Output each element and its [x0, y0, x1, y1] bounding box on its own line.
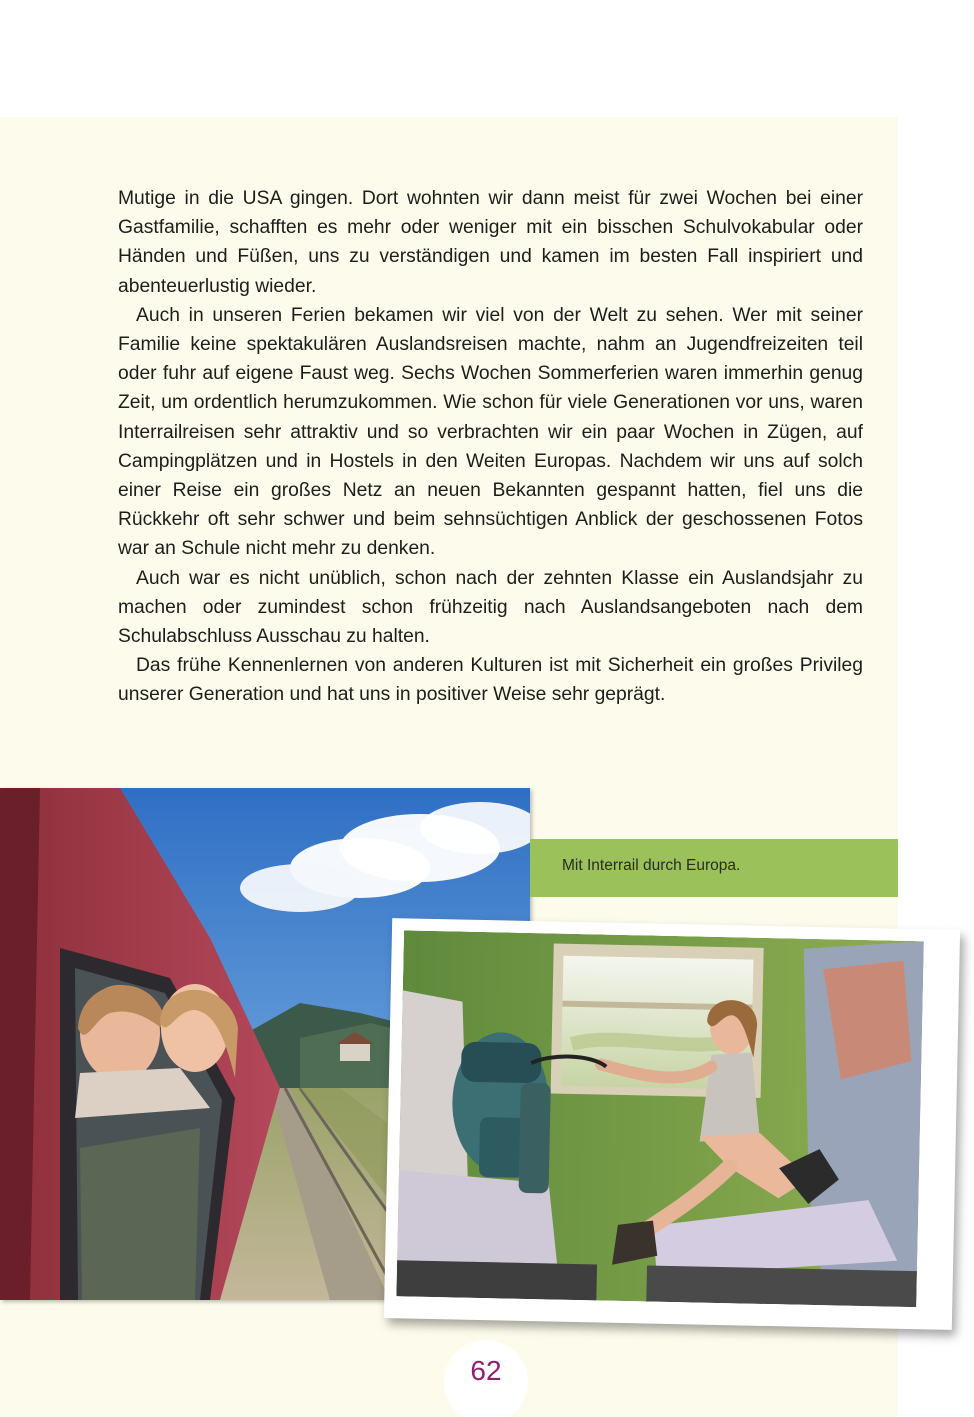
photo-caption: Mit Interrail durch Europa.: [562, 857, 741, 874]
page-number: 62: [470, 1355, 502, 1386]
paragraph-3: Auch war es nicht unüblich, schon nach der zehnten Klasse ein Auslandsjahr zu machen oder zumindest schon frühzeitig nach Auslandsangeboten nach dem Schulabschluss Ausschau zu halten.: [118, 567, 863, 648]
paragraph-2: Auch in unseren Ferien bekamen wir viel von der Welt zu sehen. Wer mit seiner Familie keine spektakulären Auslandsreisen machte, nahm an Jugendfreizeiten teil oder fuhr auf eigene Faust weg. Sechs Wochen Sommerferien waren immerhin genug Zeit, um ordentlich herumzukommen. Wie schon für viele Generationen vor uns, waren Interrailreisen sehr attraktiv und so verbrachten wir ein paar Wochen in Zügen, auf Campingplätzen und in Hostels in den Weiten Europas. Nachdem wir uns auf solch einer Reise ein großes Netz an neuen Bekannten gespannt hatten, fiel uns die Rückkehr oft sehr schwer und beim sehnsüchtigen Anblick der geschossenen Fotos war an Schule nicht mehr zu denken.: [118, 304, 863, 560]
compartment-photo-image: [396, 930, 924, 1307]
caption-box: [530, 839, 898, 897]
body-text: [118, 184, 863, 710]
paragraph-4: Das frühe Kennenlernen von anderen Kulturen ist mit Sicherheit ein großes Privileg unserer Generation und hat uns in positiver Weise sehr geprägt.: [118, 655, 863, 706]
compartment-photo: [384, 918, 960, 1330]
paragraph-1: Mutige in die USA gingen. Dort wohnten wir dann meist für zwei Wochen bei einer Gastfamilie, schafften es mehr oder weniger mit ein bisschen Schulvokabular oder Händen und Füßen, uns zu verständigen und kamen im besten Fall inspiriert und abenteuerlustig wieder.: [118, 188, 863, 297]
